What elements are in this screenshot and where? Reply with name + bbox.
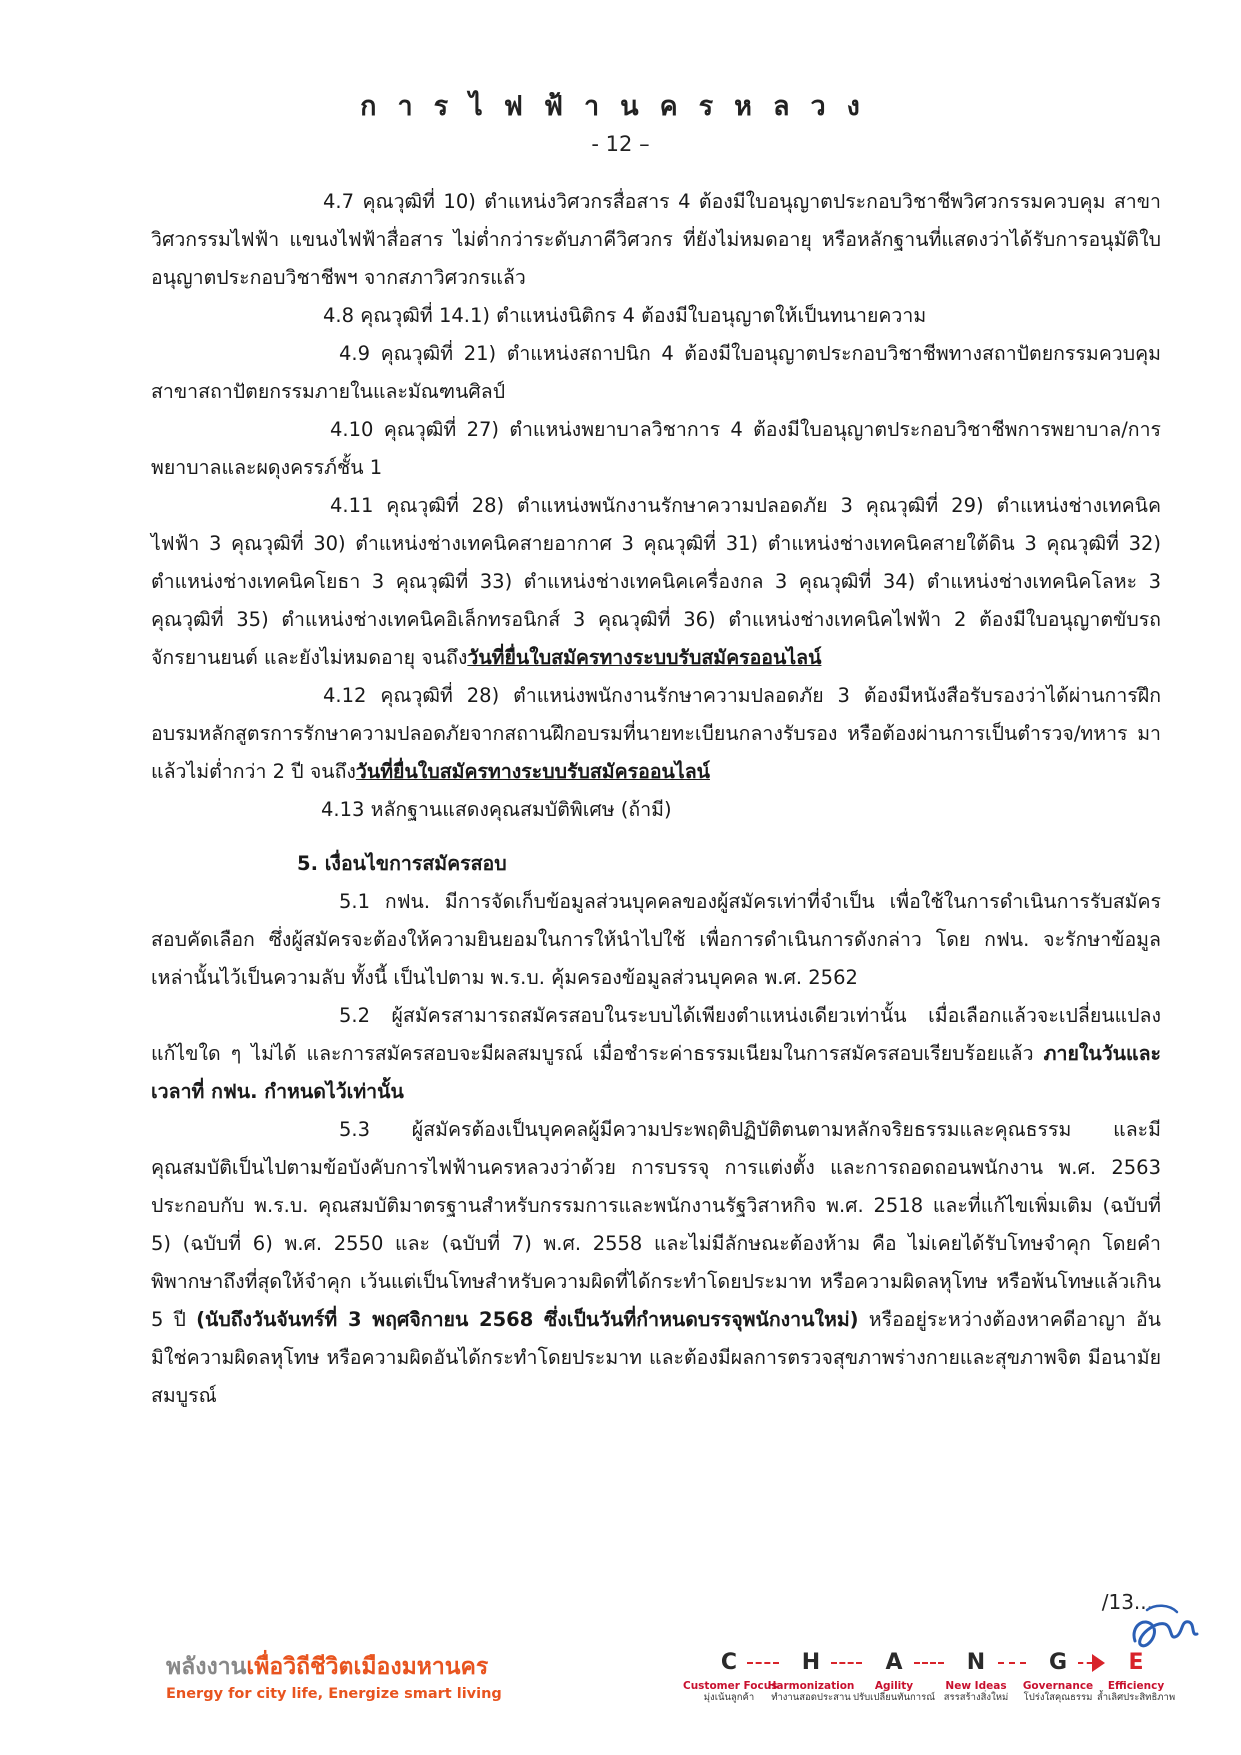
change-values-bar — [0, 1650, 1241, 1740]
value-efficiency — [1090, 1650, 1182, 1703]
paragraph-5-3-tail: หรืออยู่ระหว่างต้องหาคดีอาญา อันมิใช่ความผิดลหุโทษ หรือความผิดอันได้กระทำโดยประมาท และต้องมีผลการตรวจสุขภาพร่างกายและสุขภาพจิต มีอนามัยสมบูรณ์ — [151, 1308, 1161, 1407]
value-thai: มุ่งเน้นลูกค้า — [703, 1692, 755, 1703]
value-thai: สรรสร้างสิ่งใหม่ — [943, 1692, 1009, 1703]
org-title: การไฟฟ้านครหลวง — [360, 91, 881, 122]
paragraph-4-12 — [151, 677, 1161, 791]
next-page-marker: /13... — [1101, 1590, 1153, 1614]
paragraph-4-10: 4.10 คุณวุฒิที่ 27) ตำแหน่งพยาบาลวิชาการ 4 ต้องมีใบอนุญาตประกอบวิชาชีพการพยาบาล/การพยาบาลและผดุงครรภ์ชั้น 1 — [151, 418, 1161, 479]
value-letter: G — [1048, 1650, 1068, 1675]
value-letter: N — [966, 1650, 986, 1675]
paragraph-5-2 — [151, 997, 1161, 1111]
value-letter: C — [720, 1650, 738, 1675]
value-new-ideas — [930, 1650, 1022, 1703]
paragraph-4-12-text: 4.12 คุณวุฒิที่ 28) ตำแหน่งพนักงานรักษาความปลอดภัย 3 ต้องมีหนังสือรับรองว่าได้ผ่านการฝึกอบรมหลักสูตรการรักษาความปลอดภัยจากสถานฝึกอบรมที่นายทะเบียนกลางรับรอง หรือต้องผ่านการเป็นตำรวจ/ทหาร มาแล้วไม่ต่ำกว่า 2 ปี จนถึง — [151, 684, 1161, 783]
paragraph-5-2-text: 5.2 ผู้สมัครสามารถสมัครสอบในระบบได้เพียงตำแหน่งเดียวเท่านั้น เมื่อเลือกแล้วจะเปลี่ยนแปลงแก้ไขใด ๆ ไม่ได้ และการสมัครสอบจะมีผลสมบูรณ์ เมื่อชำระค่าธรรมเนียมในการสมัครสอบเรียบร้อยแล้ว — [151, 1004, 1161, 1065]
value-agility — [848, 1650, 940, 1703]
paragraph-4-9: 4.9 คุณวุฒิที่ 21) ตำแหน่งสถาปนิก 4 ต้องมีใบอนุญาตประกอบวิชาชีพทางสถาปัตยกรรมควบคุม สาขาสถาปัตยกรรมภายในและมัณฑนศิลป์ — [151, 342, 1161, 403]
document-body — [151, 183, 1161, 1415]
paragraph-4-11-text: 4.11 คุณวุฒิที่ 28) ตำแหน่งพนักงานรักษาความปลอดภัย 3 คุณวุฒิที่ 29) ตำแหน่งช่างเทคนิคไฟฟ้า 3 คุณวุฒิที่ 30) ตำแหน่งช่างเทคนิคสายอากาศ 3 คุณวุฒิที่ 31) ตำแหน่งช่างเทคนิคสายใต้ดิน 3 คุณวุฒิที่ 32) ตำแหน่งช่างเทคนิคโยธา 3 คุณวุฒิที่ 33) ตำแหน่งช่างเทคนิคเครื่องกล 3 คุณวุฒิที่ 34) ตำแหน่งช่างเทคนิคโลหะ 3 คุณวุฒิที่ 35) ตำแหน่งช่างเทคนิคอิเล็กทรอนิกส์ 3 คุณวุฒิที่ 36) ตำแหน่งช่างเทคนิคไฟฟ้า 2 ต้องมีใบอนุญาตขับรถจักรยานยนต์ และยังไม่หมดอายุ จนถึง — [151, 494, 1161, 669]
value-letter: A — [885, 1650, 903, 1675]
value-customer-focus — [683, 1650, 778, 1703]
slogan-english: Energy for city life, Energize smart living — [166, 1686, 502, 1702]
value-harmonization — [765, 1650, 857, 1703]
value-english: Governance — [1022, 1680, 1094, 1692]
value-english: Agility — [874, 1680, 914, 1692]
value-english: New Ideas — [945, 1680, 1007, 1692]
paragraph-4-8: 4.8 คุณวุฒิที่ 14.1) ตำแหน่งนิติกร 4 ต้องมีใบอนุญาตให้เป็นทนายความ — [323, 304, 927, 327]
section-5-heading: 5. เงื่อนไขการสมัครสอบ — [297, 852, 507, 875]
paragraph-4-12-emphasis: วันที่ยื่นใบสมัครทางระบบรับสมัครออนไลน์ — [355, 760, 710, 783]
slogan-thai-accent: เพื่อวิถีชีวิตเมืองมหานคร — [246, 1654, 489, 1680]
value-thai: ทำงานสอดประสาน — [771, 1692, 851, 1703]
value-letter: E — [1128, 1650, 1144, 1675]
value-letter: H — [801, 1650, 821, 1675]
paragraph-4-11-emphasis: วันที่ยื่นใบสมัครทางระบบรับสมัครออนไลน์ — [467, 646, 822, 669]
value-english: Efficiency — [1107, 1680, 1165, 1692]
value-thai: ล้ำเลิศประสิทธิภาพ — [1096, 1692, 1176, 1703]
value-thai: โปร่งใสคุณธรรม — [1023, 1692, 1093, 1703]
slogan-thai-gray: พลังงาน — [166, 1654, 247, 1680]
paragraph-5-2-bold: ภายในวันและเวลาที่ กฟน. กำหนดไว้เท่านั้น — [151, 1042, 1161, 1103]
paragraph-5-3 — [151, 1111, 1161, 1415]
paragraph-5-3-text: 5.3 ผู้สมัครต้องเป็นบุคคลผู้มีความประพฤติปฏิบัติตนตามหลักจริยธรรมและคุณธรรม และมีคุณสมบัติเป็นไปตามข้อบังคับการไฟฟ้านครหลวงว่าด้วย การบรรจุ การแต่งตั้ง และการถอดถอนพนักงาน พ.ศ. 2563 ประกอบกับ พ.ร.บ. คุณสมบัติมาตรฐานสำหรับกรรมการและพนักงานรัฐวิสาหกิจ พ.ศ. 2518 และที่แก้ไขเพิ่มเติม (ฉบับที่ 5) (ฉบับที่ 6) พ.ศ. 2550 และ (ฉบับที่ 7) พ.ศ. 2558 และไม่มีลักษณะต้องห้าม คือ ไม่เคยได้รับโทษจำคุก โดยคำพิพากษาถึงที่สุดให้จำคุก เว้นแต่เป็นโทษสำหรับความผิดที่ได้กระทำโดยประมาท หรือความผิดลหุโทษ หรือพ้นโทษแล้วเกิน 5 ปี — [151, 1118, 1161, 1331]
value-english: Harmonization — [767, 1680, 855, 1692]
value-thai: ปรับเปลี่ยนทันการณ์ — [852, 1692, 936, 1703]
page-number: - 12 – — [591, 132, 650, 156]
value-english: Customer Focus — [683, 1680, 778, 1692]
paragraph-4-13: 4.13 หลักฐานแสดงคุณสมบัติพิเศษ (ถ้ามี) — [321, 798, 672, 821]
paragraph-5-1: 5.1 กฟน. มีการจัดเก็บข้อมูลส่วนบุคคลของผู้สมัครเท่าที่จำเป็น เพื่อใช้ในการดำเนินการรับสมัครสอบคัดเลือก ซึ่งผู้สมัครจะต้องให้ความยินยอมในการให้นำไปใช้ เพื่อการดำเนินการดังกล่าว โดย กฟน. จะรักษาข้อมูลเหล่านั้นไว้เป็นความลับ ทั้งนี้ เป็นไปตาม พ.ร.บ. คุ้มครองข้อมูลส่วนบุคคล พ.ศ. 2562 — [151, 890, 1161, 989]
paragraph-4-7: 4.7 คุณวุฒิที่ 10) ตำแหน่งวิศวกรสื่อสาร 4 ต้องมีใบอนุญาตประกอบวิชาชีพวิศวกรรมควบคุม สาขาวิศวกรรมไฟฟ้า แขนงไฟฟ้าสื่อสาร ไม่ต่ำกว่าระดับภาคีวิศวกร ที่ยังไม่หมดอายุ หรือหลักฐานที่แสดงว่าได้รับการอนุมัติใบอนุญาตประกอบวิชาชีพฯ จากสภาวิศวกรแล้ว — [151, 190, 1161, 289]
paragraph-4-11 — [151, 487, 1161, 677]
paragraph-5-3-bold: (นับถึงวันจันทร์ที่ 3 พฤศจิกายน 2568 ซึ่งเป็นวันที่กำหนดบรรจุพนักงานใหม่) — [196, 1308, 859, 1331]
